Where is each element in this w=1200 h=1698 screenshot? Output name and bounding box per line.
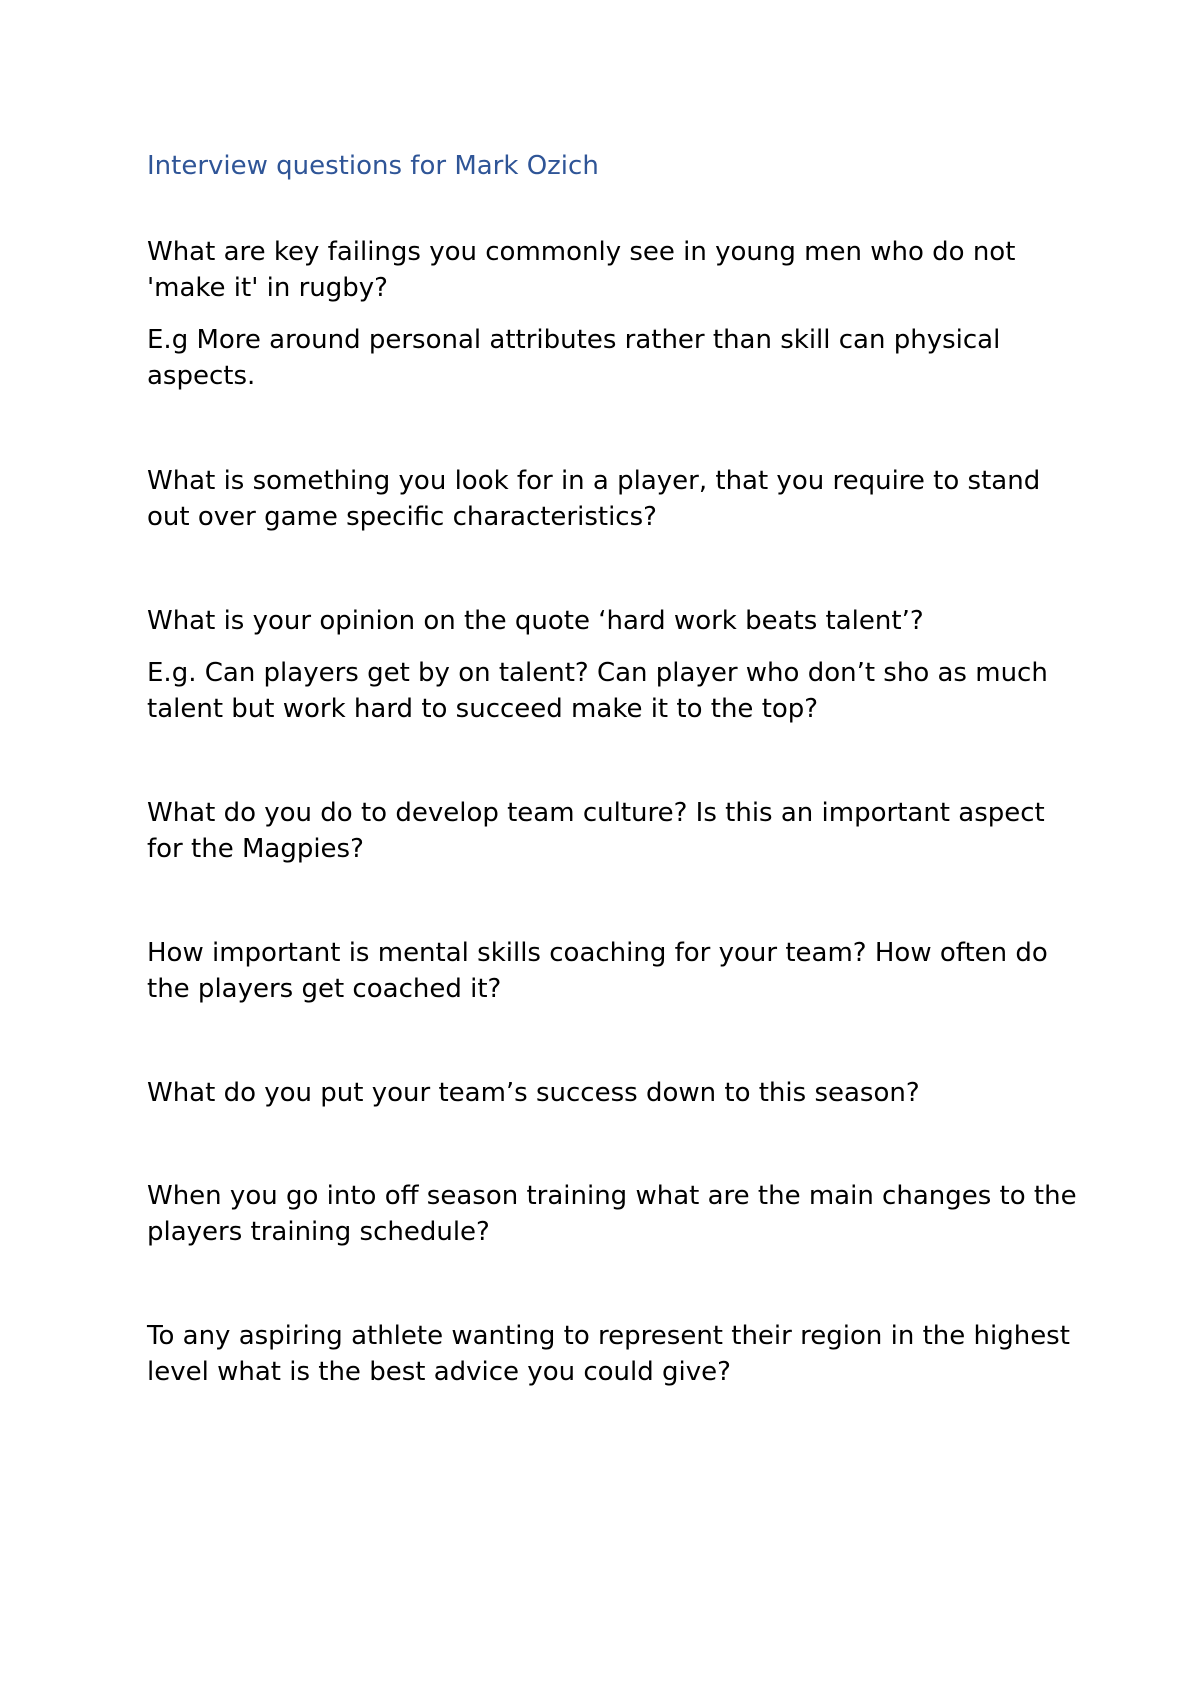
question-advice: To any aspiring athlete wanting to represent their region in the highest level what is the best advice you could give? [147, 1321, 1070, 1387]
question-mental-skills: How important is mental skills coaching for your team? How often do the players get coached it? [147, 938, 1048, 1004]
example-personal-attributes: E.g More around personal attributes rather than skill can physical aspects. [147, 325, 1001, 391]
example-talent: E.g. Can players get by on talent? Can player who don’t sho as much talent but work hard to succeed make it to the top? [147, 658, 1048, 724]
question-key-failings: What are key failings you commonly see in young men who do not 'make it' in rugby? [147, 237, 1016, 303]
question-player-standout: What is something you look for in a player, that you require to stand out over game specific characteristics? [147, 466, 1041, 532]
question-off-season: When you go into off season training what are the main changes to the players training schedule? [147, 1181, 1077, 1247]
question-team-culture: What do you do to develop team culture? Is this an important aspect for the Magpies? [147, 798, 1045, 864]
question-hard-work-quote: What is your opinion on the quote ‘hard work beats talent’? [147, 606, 924, 636]
document-title: Interview questions for Mark Ozich [147, 151, 599, 181]
question-team-success: What do you put your team’s success down to this season? [147, 1078, 920, 1108]
